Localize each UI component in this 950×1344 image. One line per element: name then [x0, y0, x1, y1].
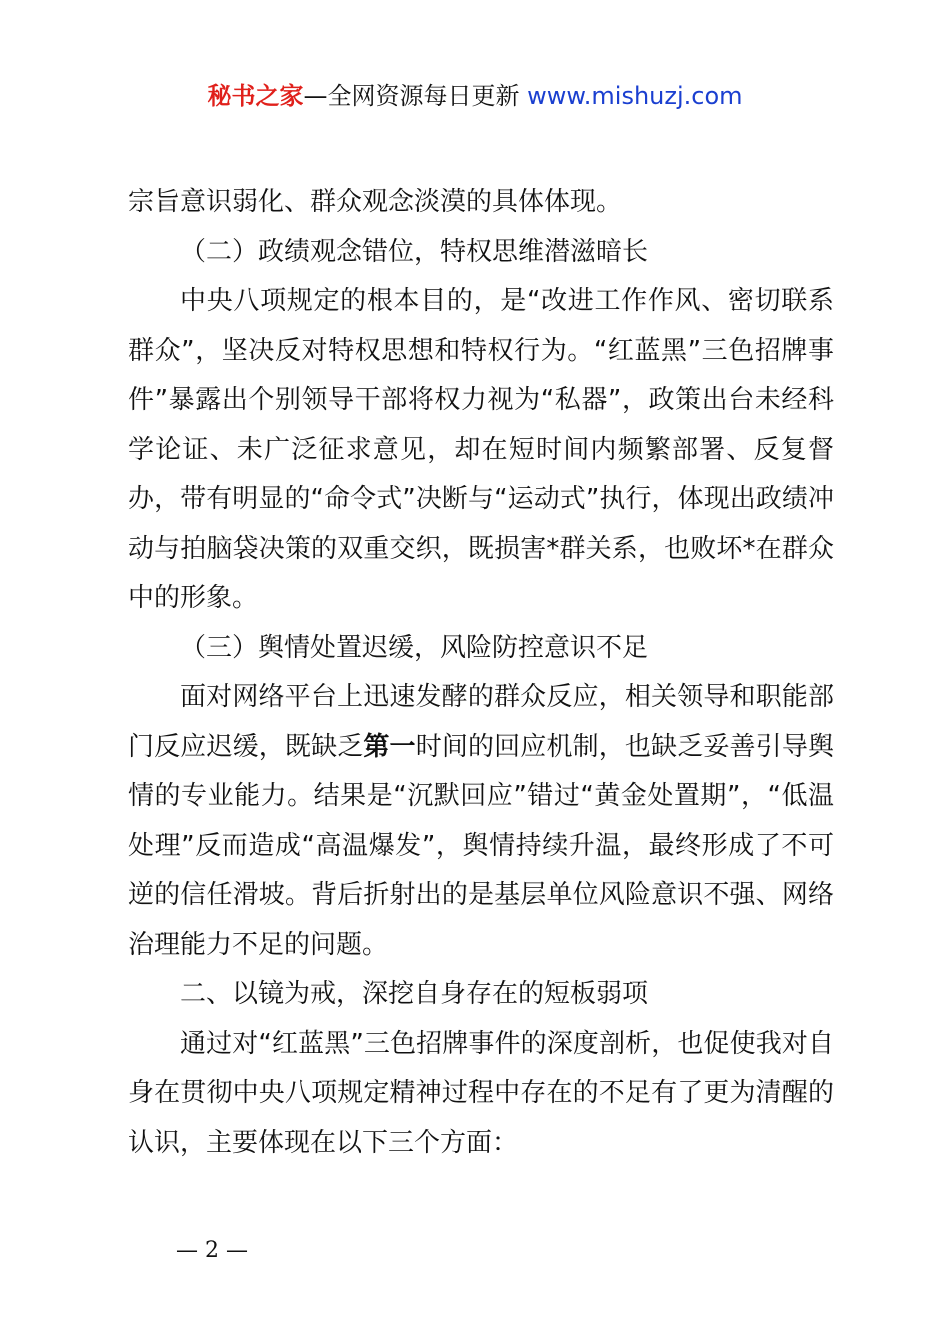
paragraph-privilege: 中央八项规定的根本目的，是“改进工作作风、密切联系群众”，坚决反对特权思想和特权行为。“红蓝黑”三色招牌事件”暴露出个别领导干部将权力视为“私器”，政策出台未经科学论证、未广泛征求意见，却在短时间内频繁部署、反复督办，带有明显的“命令式”决断与“运动式”执行，体现出政绩冲动与拍脑袋决策的双重交织，既损害*群关系，也败坏*在群众中的形象。: [128, 286, 834, 613]
paragraph-text-end: 时间的回应机制，也缺乏妥善引导舆情的专业能力。结果是“沉默回应”错过“黄金处置期”，“低温处理”反而造成“高温爆发”，舆情持续升温，最终形成了不可逆的信任滑坡。背后折射出的是基层单位风险意识不强、网络治理能力不足的问题。: [128, 731, 834, 960]
site-url-link[interactable]: www.mishuzj.com: [527, 82, 743, 110]
chapter-heading-2: 二、以镜为戒，深挖自身存在的短板弱项: [180, 979, 649, 1009]
paragraph-self-reflection: 通过对“红蓝黑”三色招牌事件的深度剖析，也促使我对自身在贯彻中央八项规定精神过程中存在的不足有了更为清醒的认识，主要体现在以下三个方面：: [128, 1028, 834, 1158]
site-brand: 秘书之家: [207, 82, 304, 110]
site-tagline: —全网资源每日更新: [303, 82, 528, 110]
paragraph-public-opinion: [128, 673, 834, 970]
paragraph-text-start: 面对网络平台上迅速发酵的群众反应，相关领导和职能部门反应迟缓，既缺乏: [128, 682, 834, 762]
section-heading-2: （二）政绩观念错位，特权思维潜滋暗长: [180, 236, 649, 267]
emphasis-text: 第一: [363, 731, 416, 762]
site-header: [0, 80, 950, 112]
section-heading-3: （三）舆情处置迟缓，风险防控意识不足: [180, 632, 649, 663]
paragraph-continuation: 宗旨意识弱化、群众观念淡漠的具体体现。: [128, 187, 623, 217]
page-number: — 2 —: [176, 1238, 248, 1263]
document-body: [128, 178, 834, 1168]
